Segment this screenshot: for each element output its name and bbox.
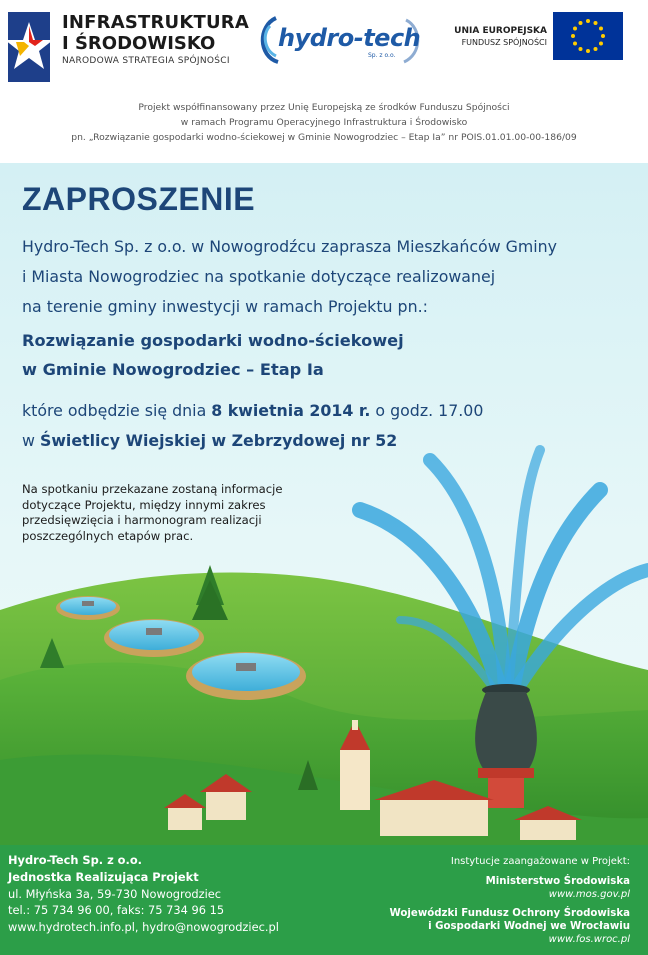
info-line: dotyczące Projektu, między innymi zakres xyxy=(22,497,266,512)
meeting-place: Świetlicy Wiejskiej w Zebrzydowej nr 52 xyxy=(39,431,398,450)
meeting-details xyxy=(22,396,632,456)
settling-pool xyxy=(186,652,306,700)
intro-line: na terenie gminy inwestycji w ramach Projektu pn.: xyxy=(22,297,428,316)
institution-name: Wojewódzki Fundusz Ochrony Środowiska xyxy=(389,908,630,919)
institution-name: i Gospodarki Wodnej we Wrocławiu xyxy=(428,921,630,932)
eu-star-icon xyxy=(573,42,577,46)
is-title-line1: INFRASTRUKTURA xyxy=(62,12,250,33)
intro-line: i Miasta Nowogrodziec na spotkanie dotyczące realizowanej xyxy=(22,267,496,286)
project-info-line1: Projekt współfinansowany przez Unię Europejską ze środków Funduszu Spójności xyxy=(138,102,510,113)
info-line: przedsięwzięcia i harmonogram realizacji xyxy=(22,513,262,528)
eu-star-icon xyxy=(601,34,605,38)
eu-star-icon xyxy=(579,47,583,51)
institution-link[interactable]: www.mos.gov.pl xyxy=(548,889,630,900)
project-funding-info xyxy=(0,100,648,145)
eu-star-icon xyxy=(579,21,583,25)
eu-star-icon xyxy=(571,34,575,38)
meeting-date-line xyxy=(22,396,632,426)
project-info-line2: w ramach Programu Operacyjnego Infrastruktura i Środowisko xyxy=(180,117,468,128)
date-prefix: które odbędzie się dnia xyxy=(22,401,212,420)
project-name xyxy=(22,326,632,384)
meeting-date: 8 kwietnia 2014 r. xyxy=(211,401,371,420)
ue-fund-label: FUNDUSZ SPÓJNOŚCI xyxy=(461,38,547,47)
eu-star-icon xyxy=(586,49,590,53)
meeting-time: o godz. 17.00 xyxy=(370,401,484,420)
eu-star-icon xyxy=(594,21,598,25)
company-address: ul. Młyńska 3a, 59-730 Nowogrodziec xyxy=(8,886,222,901)
eu-star-icon xyxy=(599,42,603,46)
company-phones: tel.: 75 734 96 00, faks: 75 734 96 15 xyxy=(8,903,225,918)
hydrotech-name: hydro-tech xyxy=(278,24,421,52)
invitation-heading: ZAPROSZENIE xyxy=(22,181,256,217)
project-name-line: w Gminie Nowogrodziec – Etap Ia xyxy=(22,360,324,379)
is-subtitle: NARODOWA STRATEGIA SPÓJNOŚCI xyxy=(62,56,230,66)
company-web-email: www.hydrotech.info.pl, hydro@nowogrodziec.pl xyxy=(8,920,279,935)
intro-line: Hydro-Tech Sp. z o.o. w Nowogrodźcu zaprasza Mieszkańców Gminy xyxy=(22,237,558,256)
footer-contact xyxy=(8,852,279,936)
place-prefix: w xyxy=(22,431,40,450)
ue-label: UNIA EUROPEJSKA xyxy=(454,26,547,36)
project-info-line3: pn. „Rozwiązanie gospodarki wodno-ściekowej w Gminie Nowogrodziec – Etap Ia” nr POIS.01.01.00-00-186/09 xyxy=(71,132,577,143)
info-line: Na spotkaniu przekazane zostaną informacje xyxy=(22,482,283,496)
eu-star-icon xyxy=(586,19,590,23)
unit-name: Jednostka Realizująca Projekt xyxy=(8,869,199,884)
info-line: poszczególnych etapów prac. xyxy=(22,528,194,543)
settling-pool xyxy=(56,596,120,620)
company-name: Hydro-Tech Sp. z o.o. xyxy=(8,853,142,867)
meeting-place-line xyxy=(22,426,632,456)
project-name-line: Rozwiązanie gospodarki wodno-ściekowej xyxy=(22,331,404,350)
institution-link[interactable]: www.fos.wroc.pl xyxy=(548,934,630,945)
eu-star-icon xyxy=(594,47,598,51)
is-title-line2: I ŚRODOWISKO xyxy=(62,33,216,54)
hydrotech-sub: Sp. z o.o. xyxy=(368,52,396,59)
invitation-intro xyxy=(22,232,632,322)
meeting-info xyxy=(22,482,342,544)
eu-star-icon xyxy=(599,27,603,31)
institution-name: Ministerstwo Środowiska xyxy=(485,876,630,887)
eu-flag-icon xyxy=(553,12,623,60)
footer-institutions xyxy=(330,855,630,947)
eu-star-icon xyxy=(573,27,577,31)
settling-pool xyxy=(104,619,204,657)
institutions-title: Instytucje zaangażowane w Projekt: xyxy=(450,856,630,867)
